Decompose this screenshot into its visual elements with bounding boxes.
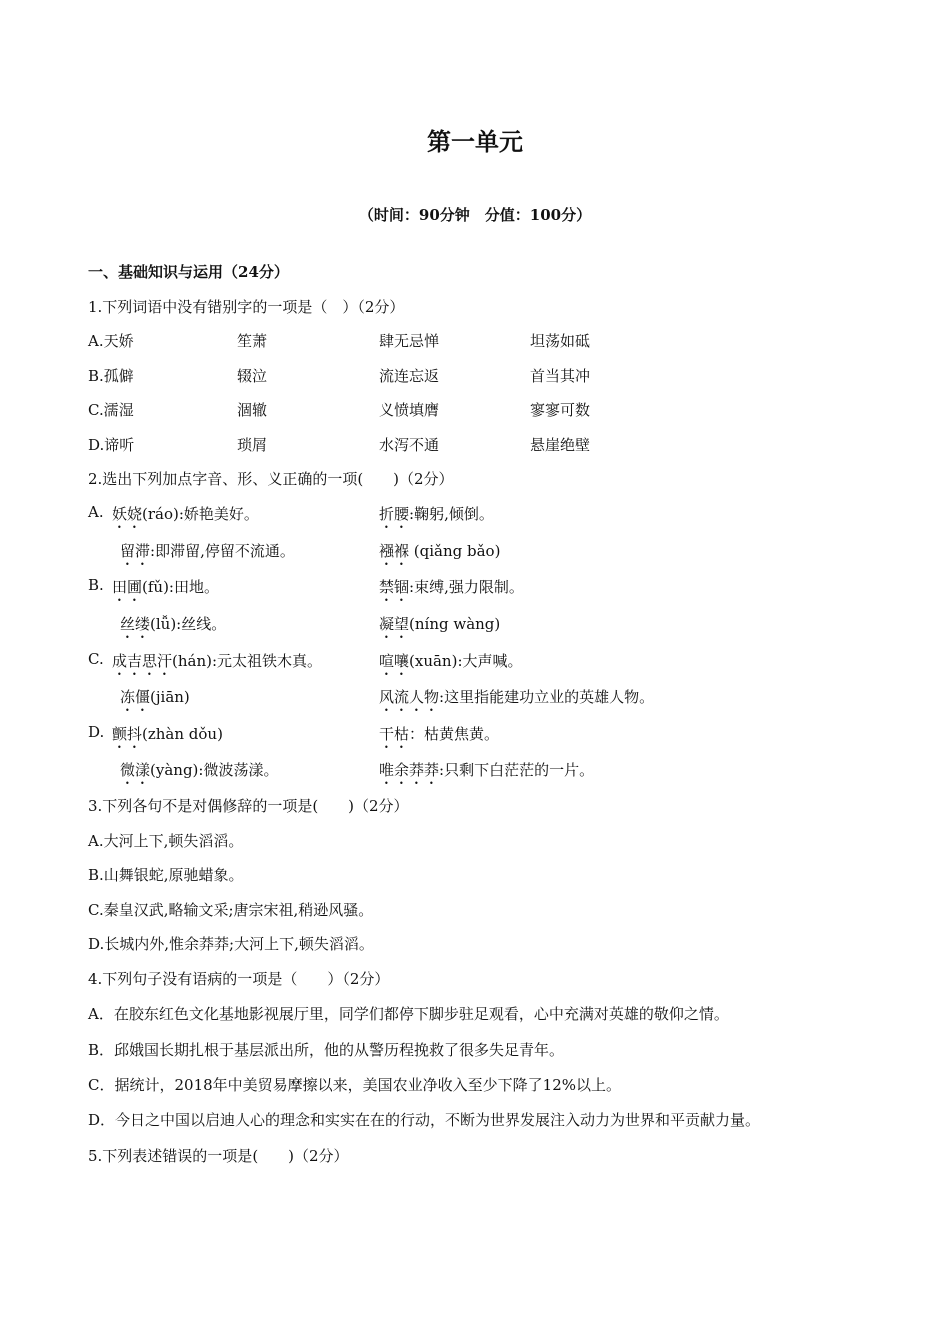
q2-a-item-4: [379, 540, 500, 569]
q2-b-item-4-text: (níng wàng): [409, 615, 501, 633]
q2-b-item-2-word: 禁锢: [379, 578, 410, 596]
q2-b-item-1: [112, 576, 219, 605]
q2-c-item-3-word: 冻僵: [120, 688, 151, 706]
q2-c-item-4-text: :这里指能建功立业的英雄人物。: [439, 688, 655, 706]
q4-option-b: B．邱娥国长期扎根于基层派出所，他的从警历程挽救了很多失足青年。: [88, 1041, 565, 1059]
q2-b-item-4: [379, 613, 500, 642]
q2-c-item-1-text: (hán):元太祖铁木真。: [172, 652, 323, 670]
q2-d-item-4-word: 唯余莽莽: [379, 761, 440, 779]
question-3-stem: 3.下列各句不是对偶修辞的一项是( )（2分）: [88, 797, 409, 815]
q2-a-item-2-word: 折腰: [379, 505, 410, 523]
q2-a-item-2: [379, 503, 494, 532]
q2-d-item-3-word: 微漾: [120, 761, 151, 779]
q2-b-item-4-word: 凝望: [379, 615, 410, 633]
q2-a-item-1-text: (ráo):娇艳美好。: [142, 505, 259, 523]
q1-d-word-2: 琐屑: [237, 436, 268, 454]
q2-c-label: C.: [88, 650, 104, 668]
q2-a-label: A.: [88, 503, 104, 521]
q2-b-item-2-text: :束缚,强力限制。: [409, 578, 524, 596]
q2-d-item-2-word: 干枯: [379, 725, 410, 743]
q1-a-word-3: 肆无忌惮: [379, 332, 440, 350]
q1-b-word-3: 流连忘返: [379, 367, 440, 385]
q3-option-b: B.山舞银蛇,原驰蜡象。: [88, 866, 244, 884]
question-1-stem: 1.下列词语中没有错别字的一项是（ ）（2分）: [88, 298, 405, 316]
q4-option-c: C．据统计，2018年中美贸易摩擦以来，美国农业净收入至少下降了12%以上。: [88, 1076, 621, 1094]
q2-a-item-4-text: (qiǎng bǎo): [409, 542, 501, 560]
q2-d-item-3: [120, 759, 278, 788]
q2-c-item-4: [379, 686, 654, 715]
q2-c-item-3: [120, 686, 190, 715]
q2-b-item-2: [379, 576, 524, 605]
q2-b-item-3: [120, 613, 226, 642]
q1-b-word-4: 首当其冲: [530, 367, 591, 385]
q2-b-item-3-text: (lǚ):丝线。: [150, 615, 227, 633]
q2-d-label: D.: [88, 723, 105, 741]
q1-c-word-4: 寥寥可数: [530, 401, 591, 419]
q2-d-item-1-text: (zhàn dǒu): [142, 725, 223, 743]
q2-d-item-1: [112, 723, 223, 752]
q2-b-item-1-word: 田圃: [112, 578, 143, 596]
question-5-stem: 5.下列表述错误的一项是( )（2分）: [88, 1147, 349, 1165]
q2-a-item-4-word: 襁褓: [379, 542, 410, 560]
page-title: 第一单元: [427, 127, 523, 156]
q2-a-item-3-word: 留滞: [120, 542, 151, 560]
q2-b-item-1-text: (fǔ):田地。: [142, 578, 219, 596]
q2-a-item-1: [112, 503, 259, 532]
q2-a-item-1-word: 妖娆: [112, 505, 143, 523]
q2-c-item-4-word: 风流人物: [379, 688, 440, 706]
q2-c-item-2-text: (xuān):大声喊。: [409, 652, 523, 670]
q4-option-d: D．今日之中国以启迪人心的理念和实实在在的行动，不断为世界发展注入动力为世界和平贡献力量。: [88, 1111, 761, 1129]
q2-c-item-2: [379, 650, 523, 679]
q2-d-item-4-text: :只剩下白茫茫的一片。: [439, 761, 595, 779]
section-heading: 一、基础知识与运用（24分）: [88, 263, 289, 281]
q1-c-word-1: C.濡湿: [88, 401, 134, 419]
q2-d-item-2: [379, 723, 499, 752]
exam-meta: （时间：90分钟 分值：100分）: [358, 206, 592, 224]
q2-a-item-3: [120, 540, 295, 569]
q2-c-item-3-text: (jiān): [150, 688, 190, 706]
q1-c-word-3: 义愤填膺: [379, 401, 440, 419]
q2-d-item-1-word: 颤抖: [112, 725, 143, 743]
question-2-stem: 2.选出下列加点字音、形、义正确的一项( )（2分）: [88, 470, 454, 488]
q2-b-item-3-word: 丝缕: [120, 615, 151, 633]
q2-c-item-1-word: 成吉思汗: [112, 652, 173, 670]
q2-c-item-1: [112, 650, 322, 679]
q1-a-word-2: 笙萧: [237, 332, 268, 350]
q2-c-item-2-word: 喧嚷: [379, 652, 410, 670]
q1-d-word-3: 水泻不通: [379, 436, 440, 454]
q1-b-word-1: B.孤僻: [88, 367, 134, 385]
q3-option-d: D.长城内外,惟余莽莽;大河上下,顿失滔滔。: [88, 935, 374, 953]
question-4-stem: 4.下列句子没有语病的一项是（ ）（2分）: [88, 970, 390, 988]
q1-a-word-4: 坦荡如砥: [530, 332, 591, 350]
q1-d-word-1: D.谛听: [88, 436, 135, 454]
q2-d-item-4: [379, 759, 594, 788]
q2-a-item-3-text: :即滞留,停留不流通。: [150, 542, 295, 560]
q3-option-c: C.秦皇汉武,略输文采;唐宗宋祖,稍逊风骚。: [88, 901, 374, 919]
q2-b-label: B.: [88, 576, 104, 594]
q1-d-word-4: 悬崖绝壁: [530, 436, 591, 454]
q2-d-item-3-text: (yàng):微波荡漾。: [150, 761, 279, 779]
q2-d-item-2-text: ：枯黄焦黄。: [409, 725, 500, 743]
q3-option-a: A.大河上下,顿失滔滔。: [88, 832, 244, 850]
q4-option-a: A．在胶东红色文化基地影视展厅里，同学们都停下脚步驻足观看，心中充满对英雄的敬仰之情。: [88, 1005, 729, 1023]
q1-c-word-2: 涸辙: [237, 401, 268, 419]
q2-a-item-2-text: :鞠躬,倾倒。: [409, 505, 494, 523]
q1-a-word-1: A.天娇: [88, 332, 134, 350]
q1-b-word-2: 辍泣: [237, 367, 268, 385]
